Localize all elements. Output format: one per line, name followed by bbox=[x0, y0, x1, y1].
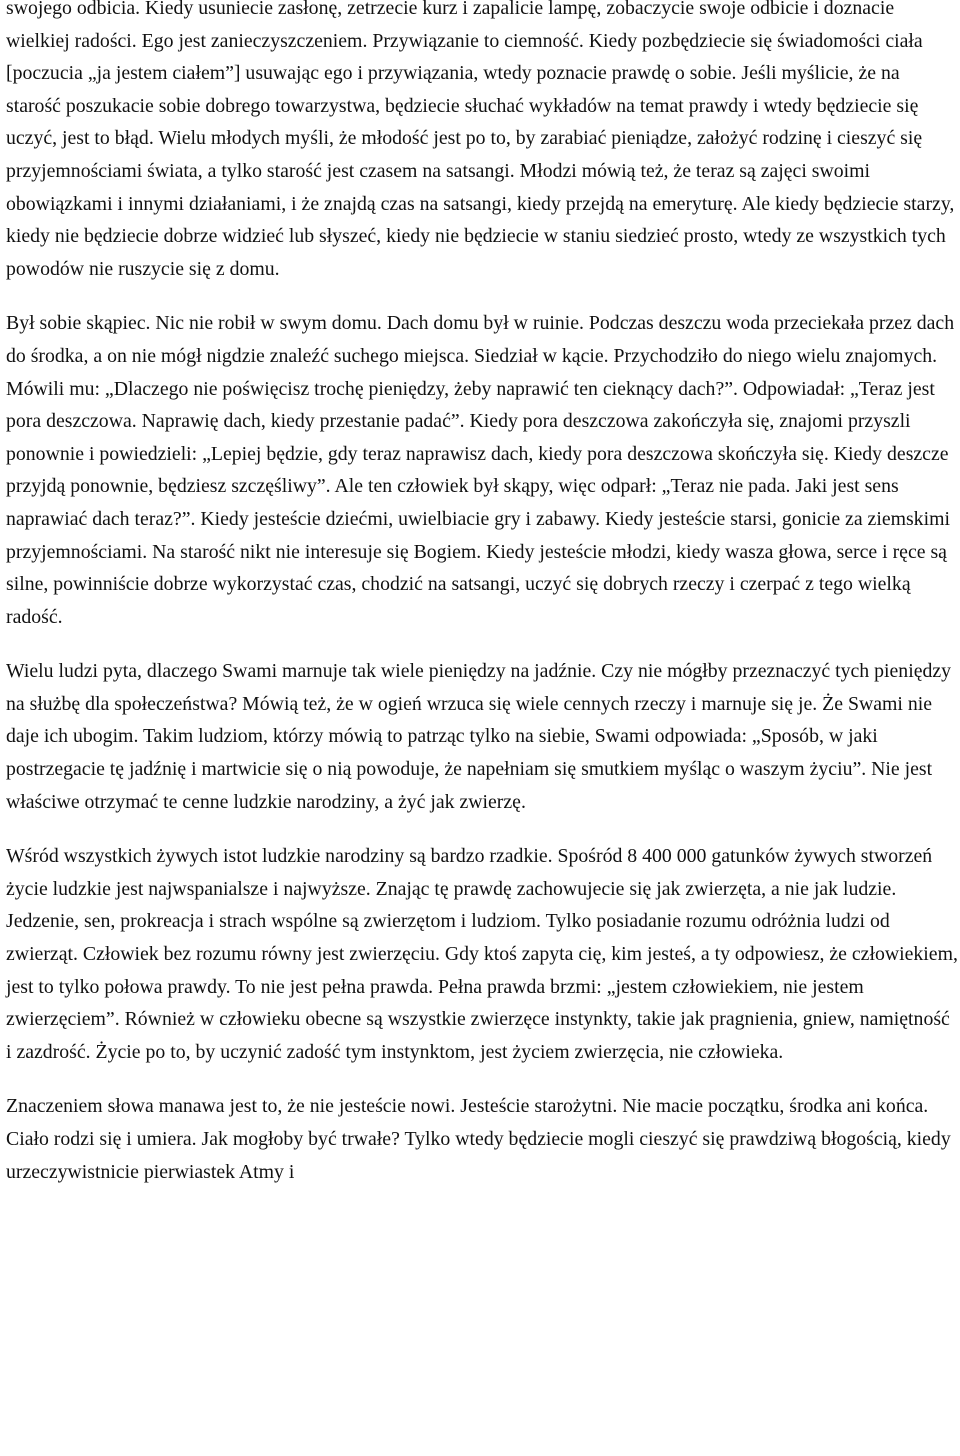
paragraph-mirror-reflection: swojego odbicia. Kiedy usuniecie zasłonę, zetrzecie kurz i zapalicie lampę, zobaczycie swoje odbicie i doznacie wielkiej radości. Ego jest zanieczyszczeniem. Przywiązanie to ciemność. Kiedy pozbędziecie się świadomości ciała [poczucia „ja jestem ciałem”] usuwając ego i przywiązania, wtedy poznacie prawdę o sobie. Jeśli myślicie, że na starość poszukacie sobie dobrego towarzystwa, będziecie słuchać wykładów na temat prawdy i wtedy będziecie się uczyć, jest to błąd. Wielu młodych myśli, że młodość jest po to, by zarabiać pieniądze, założyć rodzinę i cieszyć się przyjemnościami świata, a tylko starość jest czasem na satsangi. Młodzi mówią też, że teraz są zajęci swoimi obowiązkami i innymi działaniami, i że znajdą czas na satsangi, kiedy przejdą na emeryturę. Ale kiedy będziecie starzy, kiedy nie będziecie dobrze widzieć lub słyszeć, kiedy nie będziecie w staniu siedzieć prosto, wtedy ze wszystkich tych powodów nie ruszycie się z domu. bbox=[6, 0, 955, 280]
paragraph-manawa-meaning: Znaczeniem słowa manawa jest to, że nie jesteście nowi. Jesteście starożytni. Nie macie początku, środka ani końca. Ciało rodzi się i umiera. Jak mogłoby być trwałe? Tylko wtedy będziecie mogli cieszyć się prawdziwą błogością, kiedy urzeczywistnicie pierwiastek Atmy i bbox=[6, 1095, 951, 1183]
paragraph-miser-story: Był sobie skąpiec. Nic nie robił w swym domu. Dach domu był w ruinie. Podczas deszczu woda przeciekała przez dach do środka, a on nie mógł nigdzie znaleźć suchego miejsca. Siedział w kącie. Przychodziło do niego wielu znajomych. Mówili mu: „Dlaczego nie poświęcisz trochę pieniędzy, żeby naprawić ten cieknący dach?”. Odpowiadał: „Teraz jest pora deszczowa. Naprawię dach, kiedy przestanie padać”. Kiedy pora deszczowa zakończyła się, znajomi przyszli ponownie i powiedzieli: „Lepiej będzie, gdy teraz naprawisz dach, kiedy pora deszczowa skończyła się. Kiedy deszcze przyjdą ponownie, będziesz szczęśliwy”. Ale ten człowiek był skąpy, więc odparł: „Teraz nie pada. Jaki jest sens naprawiać dach teraz?”. Kiedy jesteście dziećmi, uwielbiacie gry i zabawy. Kiedy jesteście starsi, gonicie za ziemskimi przyjemnościami. Na starość nikt nie interesuje się Bogiem. Kiedy jesteście młodzi, kiedy wasza głowa, serce i ręce są silne, powinniście dobrze wykorzystać czas, chodzić na satsangi, uczyć się dobrych rzeczy i czerpać z tego wielką radość. bbox=[6, 312, 955, 628]
document-page bbox=[6, 0, 958, 1210]
paragraph-yajna-money: Wielu ludzi pyta, dlaczego Swami marnuje tak wiele pieniędzy na jadźnie. Czy nie mógłby przeznaczyć tych pieniędzy na służbę dla społeczeństwa? Mówią też, że w ogień wrzuca się wiele cennych rzeczy i marnuje się je. Że Swami nie daje ich ubogim. Takim ludziom, którzy mówią to patrząc tylko na siebie, Swami odpowiada: „Sposób, w jaki postrzegacie tę jadźnię i martwicie się o nią powoduje, że napełniam się smutkiem myśląc o waszym życiu”. Nie jest właściwe otrzymać te cenne ludzkie narodziny, a żyć jak zwierzę. bbox=[6, 660, 952, 813]
paragraph-human-birth: Wśród wszystkich żywych istot ludzkie narodziny są bardzo rzadkie. Spośród 8 400 000 gatunków żywych stworzeń życie ludzkie jest najwspanialsze i najwyższe. Znając tę prawdę zachowujecie się jak zwierzęta, a nie jak ludzie. Jedzenie, sen, prokreacja i strach wspólne są zwierzętom i ludziom. Tylko posiadanie rozumu odróżnia ludzi od zwierząt. Człowiek bez rozumu równy jest zwierzęciu. Gdy ktoś zapyta cię, kim jesteś, a ty odpowiesz, że człowiekiem, jest to tylko połowa prawdy. To nie jest pełna prawda. Pełna prawda brzmi: „jestem człowiekiem, nie jestem zwierzęciem”. Również w człowieku obecne są wszystkie zwierzęce instynkty, takie jak pragnienia, gniew, namiętność i zazdrość. Życie po to, by uczynić zadość tym instynktom, jest życiem zwierzęcia, nie człowieka. bbox=[6, 845, 958, 1063]
